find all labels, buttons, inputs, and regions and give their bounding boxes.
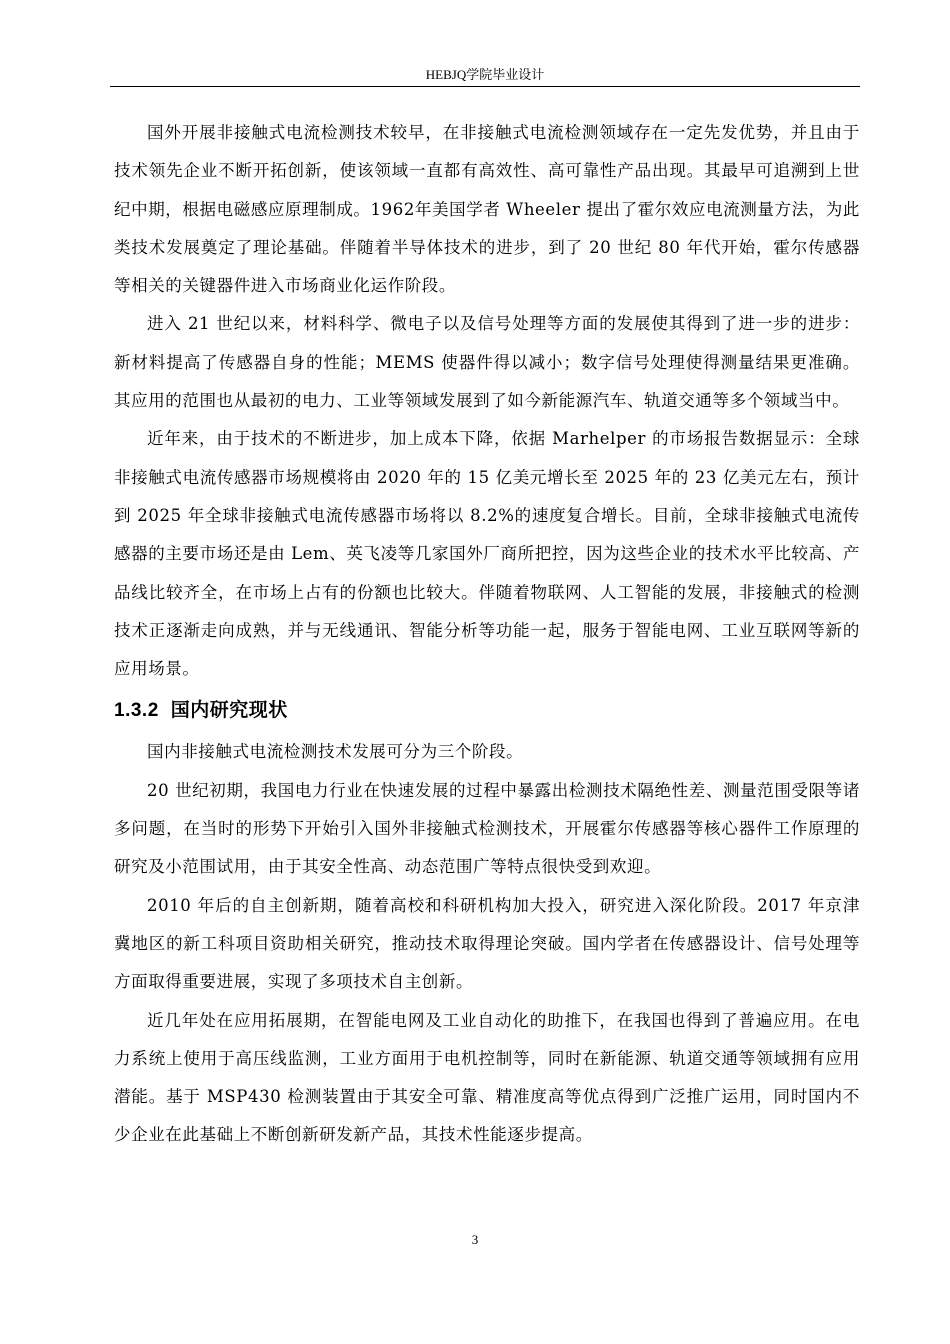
page-header-title: HEBJQ学院毕业设计 <box>425 67 545 82</box>
page-number: 3 <box>471 1232 479 1247</box>
body-paragraph: 20 世纪初期，我国电力行业在快速发展的过程中暴露出检测技术隔绝性差、测量范围受限等诸多问题，在当时的形势下开始引入国外非接触式检测技术，开展霍尔传感器等核心器件工作原理的研究及小范围试用，由于其安全性高、动态范围广等特点很快受到欢迎。 <box>114 780 860 877</box>
body-paragraph: 近年来，由于技术的不断进步，加上成本下降，依据 Marhelper 的市场报告数据显示：全球非接触式电流传感器市场规模将由 2020 年的 15 亿美元增长至 2025 年的 23 亿美元左右，预计到 2025 年全球非接触式电流传感器市场将以 8.2%的速度复合增长。目前，全球非接触式电流传感器的主要市场还是由 Lem、英飞凌等几家国外厂商所把控，因为这些企业的技术水平比较高、产品线比较齐全，在市场上占有的份额也比较大。伴随着物联网、人工智能的发展，非接触式的检测技术正逐渐走向成熟，并与无线通讯、智能分析等功能一起，服务于智能电网、工业互联网等新的应用场景。 <box>114 429 860 679</box>
header-divider <box>110 86 860 87</box>
body-paragraph: 近几年处在应用拓展期，在智能电网及工业自动化的助推下，在我国也得到了普遍应用。在电力系统上使用于高压线监测，工业方面用于电机控制等，同时在新能源、轨道交通等领域拥有应用潜能。基于 MSP430 检测装置由于其安全可靠、精准度高等优点得到广泛推广运用，同时国内不少企业在此基础上不断创新研发新产品，其技术性能逐步提高。 <box>114 1010 860 1145</box>
body-paragraph: 国外开展非接触式电流检测技术较早，在非接触式电流检测领域存在一定先发优势，并且由于技术领先企业不断开拓创新，使该领域一直都有高效性、高可靠性产品出现。其最早可追溯到上世纪中期，根据电磁感应原理制成。1962年美国学者 Wheeler 提出了霍尔效应电流测量方法，为此类技术发展奠定了理论基础。伴随着半导体技术的进步，到了 20 世纪 80 年代开始，霍尔传感器等相关的关键器件进入市场商业化运作阶段。 <box>114 123 860 296</box>
section-number: 1.3.2 <box>114 700 159 722</box>
section-title: 国内研究现状 <box>170 699 288 722</box>
body-paragraph: 进入 21 世纪以来，材料科学、微电子以及信号处理等方面的发展使其得到了进一步的进步：新材料提高了传感器自身的性能；MEMS 使器件得以减小；数字信号处理使得测量结果更准确。其应用的范围也从最初的电力、工业等领域发展到了如今新能源汽车、轨道交通等多个领域当中。 <box>114 314 860 411</box>
page-body <box>114 114 860 1155</box>
body-paragraph: 国内非接触式电流检测技术发展可分为三个阶段。 <box>147 742 524 762</box>
body-paragraph: 2010 年后的自主创新期，随着高校和科研机构加大投入，研究进入深化阶段。2017 年京津冀地区的新工科项目资助相关研究，推动技术取得理论突破。国内学者在传感器设计、信号处理等方面取得重要进展，实现了多项技术自主创新。 <box>114 895 860 992</box>
section-heading <box>114 688 860 733</box>
